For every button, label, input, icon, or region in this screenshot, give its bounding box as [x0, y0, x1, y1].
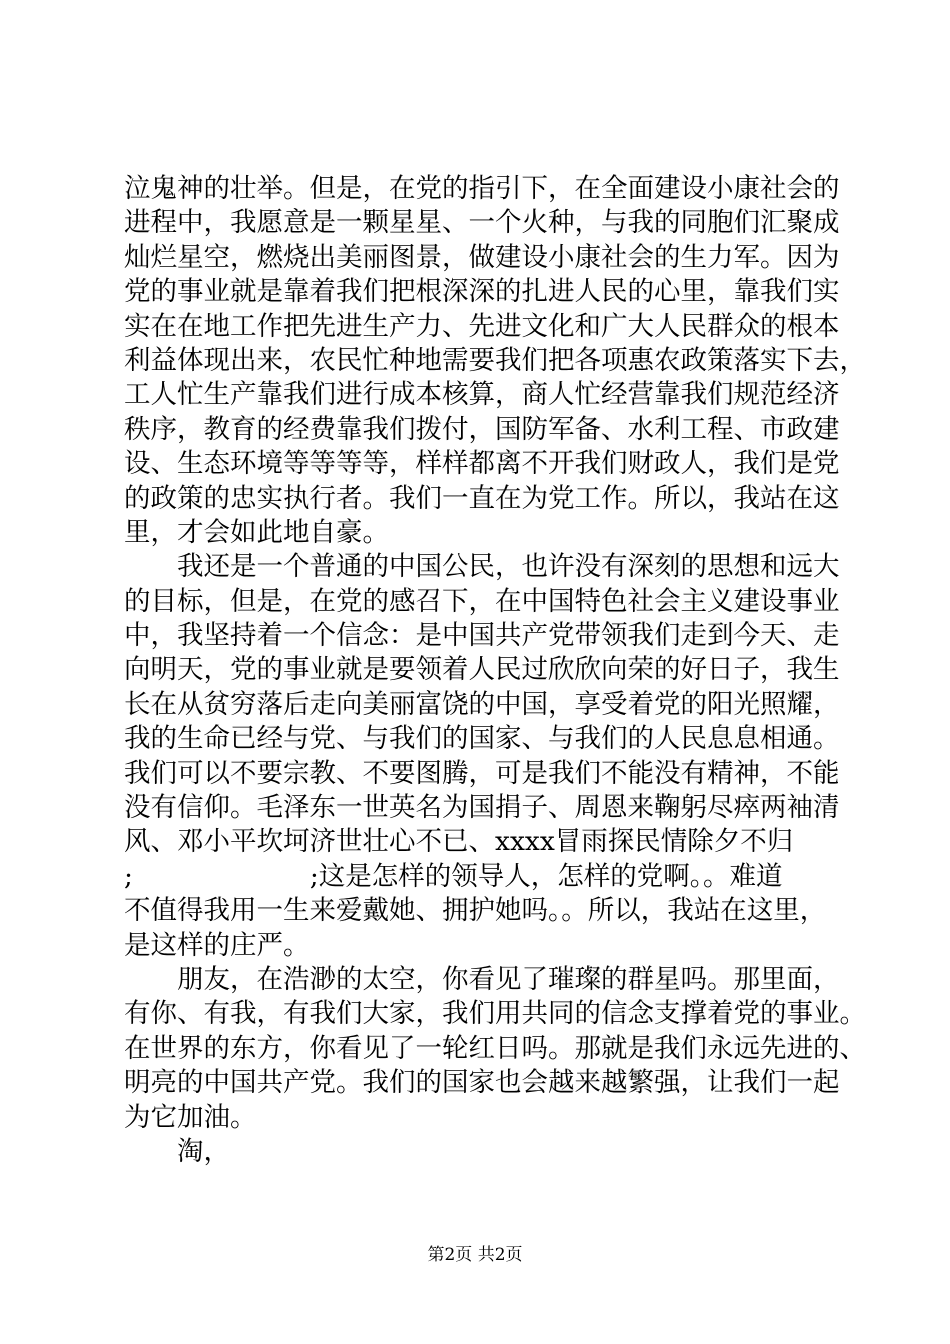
text-line: 进程中，我愿意是一颗星星、一个火种，与我的同胞们汇聚成 [124, 207, 840, 239]
text-line: 设、生态环境等等等等，样样都离不开我们财政人，我们是党 [124, 448, 840, 480]
text-line: 灿烂星空，燃烧出美丽图景，做建设小康社会的生力军。因为 [124, 241, 840, 273]
text-line: 向明天，党的事业就是要领着人民过欣欣向荣的好日子，我生 [124, 654, 840, 686]
page-number-footer: 第2页 共2页 [427, 1245, 523, 1265]
text-line: 不值得我用一生来爱戴她、拥护她吗。。所以，我站在这里， [124, 895, 827, 927]
text-line: 实在在地工作把先进生产力、先进文化和广大人民群众的根本 [124, 310, 840, 342]
text-line: 秩序，教育的经费靠我们拨付，国防军备、水利工程、市政建 [124, 413, 840, 445]
text-line: 没有信仰。毛泽东一世英名为国捐子、周恩来鞠躬尽瘁两袖清 [124, 792, 840, 824]
text-line: 泣鬼神的壮举。但是，在党的指引下，在全面建设小康社会的 [124, 173, 840, 204]
text-line: 朋友，在浩渺的太空，你看见了璀璨的群星吗。那里面， [124, 963, 840, 995]
text-line: 中，我坚持着一个信念：是中国共产党带领我们走到今天、走 [124, 620, 840, 652]
text-line: ; ;这是怎样的领导人，怎样的党啊。。难道 [124, 860, 783, 892]
text-line: 的政策的忠实执行者。我们一直在为党工作。所以，我站在这 [124, 482, 840, 514]
text-line: 有你、有我，有我们大家，我们用共同的信念支撑着党的事业。 [124, 998, 866, 1030]
text-line: 在世界的东方，你看见了一轮红日吗。那就是我们永远先进的、 [124, 1032, 866, 1064]
text-line: 是这样的庄严。 [124, 929, 310, 961]
text-line: 长在从贫穷落后走向美丽富饶的中国，享受着党的阳光照耀， [124, 688, 840, 720]
text-line: 工人忙生产靠我们进行成本核算，商人忙经营靠我们规范经济 [124, 379, 840, 411]
text-line: 为它加油。 [124, 1101, 257, 1133]
text-line: 我还是一个普通的中国公民，也许没有深刻的思想和远大 [124, 551, 840, 583]
text-line: 明亮的中国共产党。我们的国家也会越来越繁强，让我们一起 [124, 1067, 840, 1099]
text-line: 里，才会如此地自豪。 [124, 516, 389, 548]
text-line: 淘， [124, 1135, 230, 1167]
text-line: 风、邓小平坎坷济世壮心不已、xxxx冒雨探民情除夕不归 [124, 826, 794, 858]
text-line: 的目标，但是，在党的感召下，在中国特色社会主义建设事业 [124, 585, 840, 617]
document-body [124, 172, 866, 1169]
text-line: 党的事业就是靠着我们把根深深的扎进人民的心里，靠我们实 [124, 276, 840, 308]
text-line: 我们可以不要宗教、不要图腾，可是我们不能没有精神，不能 [124, 757, 840, 789]
text-line: 利益体现出来，农民忙种地需要我们把各项惠农政策落实下去， [124, 344, 866, 376]
text-line: 我的生命已经与党、与我们的国家、与我们的人民息息相通。 [124, 723, 840, 755]
